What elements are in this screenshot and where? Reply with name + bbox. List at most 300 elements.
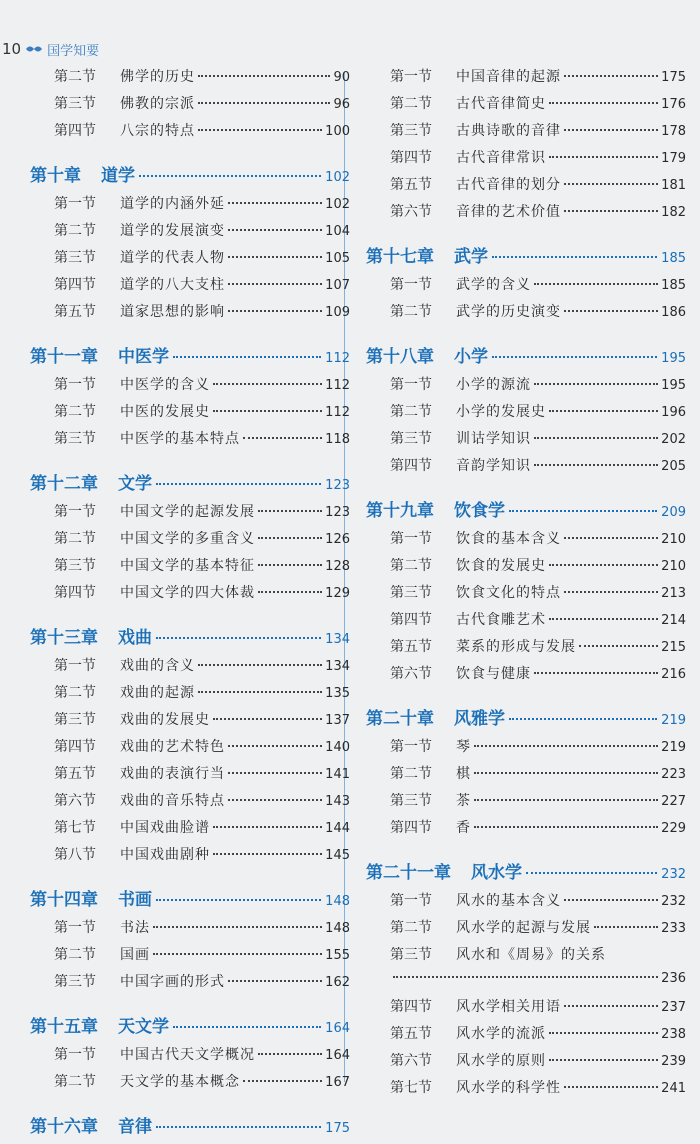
section-entry[interactable] [366, 301, 686, 328]
section-page-number: 128 [325, 559, 350, 574]
dot-leader [564, 129, 658, 131]
section-number: 第五节 [390, 177, 432, 193]
section-number: 第二节 [390, 558, 432, 574]
section-entry[interactable] [366, 147, 686, 174]
section-entry[interactable] [30, 682, 350, 709]
section-page-number: 239 [661, 1054, 686, 1069]
section-entry[interactable] [366, 401, 686, 428]
section-entry[interactable] [30, 582, 350, 609]
section-number: 第三节 [54, 558, 96, 574]
section-title: 道家思想的影响 [120, 304, 225, 320]
section-entry[interactable] [366, 1077, 686, 1104]
section-page-number: 145 [325, 848, 350, 863]
section-entry[interactable] [30, 1044, 350, 1071]
section-title: 饮食文化的特点 [456, 585, 561, 601]
section-page-number: 162 [325, 975, 350, 990]
dot-leader [549, 102, 658, 104]
section-number: 第三节 [390, 123, 432, 139]
section-number: 第一节 [54, 1047, 96, 1063]
dot-leader [228, 283, 322, 285]
section-title: 中国文学的起源发展 [120, 504, 255, 520]
section-number: 第五节 [54, 304, 96, 320]
section-number: 第一节 [390, 69, 432, 85]
section-page-number: 241 [661, 1081, 686, 1096]
section-entry[interactable] [366, 428, 686, 455]
chapter-heading[interactable] [366, 858, 686, 890]
section-title: 戏曲的表演行当 [120, 766, 225, 782]
chapter-page-number: 209 [661, 505, 686, 520]
section-entry[interactable] [366, 917, 686, 944]
section-number: 第三节 [390, 585, 432, 601]
section-number: 第七节 [54, 820, 96, 836]
dot-leader [509, 510, 657, 512]
section-entry[interactable] [366, 66, 686, 93]
dot-leader [153, 953, 322, 955]
section-title: 道学的八大支柱 [120, 277, 225, 293]
chapter-page-number: 123 [325, 478, 350, 493]
section-entry[interactable] [30, 790, 350, 817]
section-page-number: 185 [661, 278, 686, 293]
section-entry[interactable] [366, 455, 686, 482]
page-number: 10 [2, 40, 22, 58]
chapter-heading[interactable] [366, 342, 686, 374]
section-number: 第二节 [54, 531, 96, 547]
chapter-page-number: 219 [661, 713, 686, 728]
section-page-number: 215 [661, 640, 686, 655]
section-title: 武学的历史演变 [456, 304, 561, 320]
chapter-title: 饮食学 [454, 501, 505, 521]
section-number: 第五节 [54, 766, 96, 782]
section-number: 第七节 [390, 1080, 432, 1096]
section-page-number: 137 [325, 713, 350, 728]
dot-leader [213, 826, 322, 828]
section-number: 第二节 [54, 223, 96, 239]
section-title: 中国文学的多重含义 [120, 531, 255, 547]
dot-leader [198, 75, 330, 77]
chapter-heading[interactable] [30, 469, 350, 501]
dot-leader [564, 591, 658, 593]
section-entry[interactable] [366, 374, 686, 401]
section-page-number: 186 [661, 305, 686, 320]
section-number: 第四节 [390, 820, 432, 836]
chapter-page-number: 148 [325, 894, 350, 909]
section-number: 第三节 [390, 947, 432, 963]
section-title: 中医学的含义 [120, 377, 210, 393]
section-title: 饮食与健康 [456, 666, 531, 682]
section-title: 古典诗歌的音律 [456, 123, 561, 139]
chapter-title: 书画 [118, 890, 152, 910]
section-title: 书法 [120, 920, 150, 936]
section-title: 戏曲的起源 [120, 685, 195, 701]
dot-leader [139, 175, 321, 177]
dot-leader [258, 591, 322, 593]
section-entry[interactable] [30, 944, 350, 971]
dot-leader [258, 510, 322, 512]
section-title: 中国文学的基本特征 [120, 558, 255, 574]
dot-leader [228, 799, 322, 801]
chapter-number: 第十一章 [30, 347, 98, 367]
section-number: 第四节 [390, 150, 432, 166]
dot-leader [534, 672, 658, 674]
section-page-number: 90 [333, 70, 350, 85]
section-entry[interactable] [366, 636, 686, 663]
chapter-heading[interactable] [366, 704, 686, 736]
section-page-number: 223 [661, 767, 686, 782]
section-entry[interactable] [30, 817, 350, 844]
section-number: 第三节 [54, 712, 96, 728]
section-page-number: 213 [661, 586, 686, 601]
chapter-heading[interactable] [366, 496, 686, 528]
dot-leader [564, 183, 658, 185]
section-page-number: 144 [325, 821, 350, 836]
section-page-number: 233 [661, 921, 686, 936]
section-entry[interactable] [30, 655, 350, 682]
section-number: 第三节 [54, 974, 96, 990]
chapter-number: 第二十章 [366, 709, 434, 729]
section-entry[interactable] [30, 120, 350, 147]
section-number: 第二节 [54, 69, 96, 85]
chapter-page-number: 102 [325, 170, 350, 185]
section-page-number: 112 [325, 378, 350, 393]
section-entry[interactable] [366, 174, 686, 201]
dot-leader [156, 483, 321, 485]
dot-leader [474, 799, 658, 801]
dot-leader [594, 926, 658, 928]
section-number: 第六节 [390, 666, 432, 682]
section-entry[interactable] [366, 817, 686, 844]
chapter-number: 第十九章 [366, 501, 434, 521]
section-title: 古代音律常识 [456, 150, 546, 166]
dot-leader [156, 637, 321, 639]
dot-leader [564, 310, 658, 312]
dot-leader [549, 156, 658, 158]
chapter-page-number: 232 [661, 867, 686, 882]
section-number: 第二节 [390, 404, 432, 420]
section-page-number: 232 [661, 894, 686, 909]
section-page-number: 118 [325, 432, 350, 447]
chapter-heading[interactable] [30, 1112, 350, 1144]
chapter-title: 音律 [118, 1117, 152, 1137]
chapter-number: 第十五章 [30, 1017, 98, 1037]
section-entry[interactable] [30, 247, 350, 274]
section-title: 武学的含义 [456, 277, 531, 293]
dot-leader [509, 718, 657, 720]
section-entry[interactable] [30, 301, 350, 328]
dot-leader [228, 745, 322, 747]
section-entry[interactable] [366, 120, 686, 147]
section-page-number: 167 [325, 1075, 350, 1090]
section-title: 饮食的基本含义 [456, 531, 561, 547]
chapter-number: 第十二章 [30, 474, 98, 494]
section-title: 国画 [120, 947, 150, 963]
section-page-number: 126 [325, 532, 350, 547]
section-number: 第四节 [54, 585, 96, 601]
dot-leader [173, 356, 321, 358]
section-entry[interactable] [366, 274, 686, 301]
chapter-title: 文学 [118, 474, 152, 494]
chapter-number: 第十四章 [30, 890, 98, 910]
section-number: 第三节 [390, 431, 432, 447]
dot-leader [213, 718, 322, 720]
section-page-number: 155 [325, 948, 350, 963]
section-number: 第一节 [390, 739, 432, 755]
dot-leader [549, 618, 658, 620]
section-entry[interactable] [30, 763, 350, 790]
section-number: 第二节 [54, 1074, 96, 1090]
section-line-continued [390, 971, 686, 996]
section-page-number: 135 [325, 686, 350, 701]
chapter-number: 第十八章 [366, 347, 434, 367]
dot-leader [534, 464, 658, 466]
dot-leader [564, 1005, 658, 1007]
section-entry[interactable] [30, 66, 350, 93]
section-page-number: 129 [325, 586, 350, 601]
section-entry[interactable] [366, 528, 686, 555]
dot-leader [228, 310, 322, 312]
section-entry[interactable] [366, 555, 686, 582]
dot-leader [228, 256, 322, 258]
section-page-number: 237 [661, 1000, 686, 1015]
section-title: 风水学的起源与发展 [456, 920, 591, 936]
dot-leader [228, 772, 322, 774]
section-title: 中国字画的形式 [120, 974, 225, 990]
book-logo-icon [25, 43, 43, 55]
section-number: 第一节 [54, 920, 96, 936]
chapter-heading[interactable] [30, 885, 350, 917]
section-title: 中医学的基本特点 [120, 431, 240, 447]
chapter-number: 第十七章 [366, 247, 434, 267]
section-title: 八宗的特点 [120, 123, 195, 139]
section-entry[interactable] [30, 844, 350, 871]
section-number: 第二节 [390, 96, 432, 112]
section-page-number: 196 [661, 405, 686, 420]
section-title: 戏曲的艺术特色 [120, 739, 225, 755]
section-entry[interactable] [30, 917, 350, 944]
chapter-title: 风雅学 [454, 709, 505, 729]
chapter-heading[interactable] [30, 623, 350, 655]
section-title: 小学的发展史 [456, 404, 546, 420]
section-title: 音韵学知识 [456, 458, 531, 474]
section-title: 音律的艺术价值 [456, 204, 561, 220]
chapter-page-number: 134 [325, 632, 350, 647]
section-entry[interactable] [30, 428, 350, 455]
section-title: 道学的代表人物 [120, 250, 225, 266]
section-title: 古代食雕艺术 [456, 612, 546, 628]
section-entry[interactable] [366, 763, 686, 790]
chapter-number: 第十六章 [30, 1117, 98, 1137]
dot-leader [492, 256, 657, 258]
section-number: 第八节 [54, 847, 96, 863]
section-title: 茶 [456, 793, 471, 809]
section-entry[interactable] [366, 609, 686, 636]
chapter-page-number: 195 [661, 351, 686, 366]
section-entry[interactable] [366, 736, 686, 763]
section-page-number: 176 [661, 97, 686, 112]
chapter-heading[interactable] [30, 1012, 350, 1044]
section-page-number: 210 [661, 559, 686, 574]
section-entry[interactable] [30, 1071, 350, 1098]
section-page-number: 100 [325, 124, 350, 139]
section-entry[interactable] [366, 1023, 686, 1050]
section-entry[interactable] [366, 93, 686, 120]
chapter-heading[interactable] [30, 342, 350, 374]
section-entry[interactable] [30, 374, 350, 401]
chapter-title: 戏曲 [118, 628, 152, 648]
section-number: 第二节 [390, 304, 432, 320]
section-title: 中国文学的四大体裁 [120, 585, 255, 601]
section-page-number: 214 [661, 613, 686, 628]
section-title: 中国戏曲脸谱 [120, 820, 210, 836]
chapter-heading[interactable] [366, 242, 686, 274]
section-title: 古代音律的划分 [456, 177, 561, 193]
section-title: 戏曲的发展史 [120, 712, 210, 728]
section-title: 道学的发展演变 [120, 223, 225, 239]
dot-leader [526, 872, 657, 874]
dot-leader [258, 537, 322, 539]
dot-leader [213, 853, 322, 855]
section-page-number: 216 [661, 667, 686, 682]
chapter-page-number: 164 [325, 1021, 350, 1036]
section-title: 风水的基本含义 [456, 893, 561, 909]
section-number: 第四节 [390, 612, 432, 628]
section-number: 第二节 [54, 404, 96, 420]
book-title: 国学知要 [47, 43, 100, 59]
dot-leader [198, 102, 330, 104]
dot-leader [393, 976, 658, 978]
section-entry[interactable] [30, 220, 350, 247]
section-page-number: 182 [661, 205, 686, 220]
dot-leader [243, 437, 322, 439]
section-page-number: 202 [661, 432, 686, 447]
chapter-title: 天文学 [118, 1017, 169, 1037]
dot-leader [579, 645, 658, 647]
dot-leader [156, 1126, 321, 1128]
section-number: 第一节 [390, 531, 432, 547]
section-entry[interactable] [30, 401, 350, 428]
section-title: 中国古代天文学概况 [120, 1047, 255, 1063]
section-page-number: 140 [325, 740, 350, 755]
chapter-page-number: 185 [661, 251, 686, 266]
section-page-number: 179 [661, 151, 686, 166]
page-header [0, 38, 99, 60]
chapter-title: 小学 [454, 347, 488, 367]
section-entry[interactable] [30, 193, 350, 220]
section-entry[interactable] [30, 528, 350, 555]
section-title: 道学的内涵外延 [120, 196, 225, 212]
chapter-title: 中医学 [118, 347, 169, 367]
dot-leader [549, 410, 658, 412]
section-title: 风水学的流派 [456, 1026, 546, 1042]
section-page-number: 104 [325, 224, 350, 239]
chapter-number: 第十三章 [30, 628, 98, 648]
section-entry[interactable] [366, 663, 686, 690]
section-number: 第一节 [54, 377, 96, 393]
dot-leader [228, 202, 322, 204]
section-title: 戏曲的音乐特点 [120, 793, 225, 809]
section-page-number: 219 [661, 740, 686, 755]
dot-leader [534, 283, 658, 285]
chapter-title: 道学 [101, 166, 135, 186]
section-number: 第六节 [390, 204, 432, 220]
dot-leader [243, 1080, 322, 1082]
section-title: 戏曲的含义 [120, 658, 195, 674]
chapter-page-number: 112 [325, 351, 350, 366]
section-entry[interactable] [366, 582, 686, 609]
section-page-number: 210 [661, 532, 686, 547]
section-number: 第四节 [54, 739, 96, 755]
toc-left-column [30, 66, 350, 1144]
chapter-heading[interactable] [30, 161, 350, 193]
dot-leader [474, 772, 658, 774]
section-number: 第三节 [54, 431, 96, 447]
section-entry[interactable] [366, 201, 686, 228]
section-number: 第四节 [390, 999, 432, 1015]
section-page-number: 227 [661, 794, 686, 809]
section-number: 第四节 [390, 458, 432, 474]
dot-leader [228, 229, 322, 231]
section-number: 第二节 [54, 685, 96, 701]
chapter-title: 武学 [454, 247, 488, 267]
section-entry[interactable] [30, 501, 350, 528]
dot-leader [173, 1026, 321, 1028]
section-entry[interactable] [30, 709, 350, 736]
section-number: 第三节 [390, 793, 432, 809]
section-page-number: 141 [325, 767, 350, 782]
section-entry[interactable] [366, 996, 686, 1023]
section-page-number: 102 [325, 197, 350, 212]
section-title: 风水学相关用语 [456, 999, 561, 1015]
section-entry[interactable] [30, 736, 350, 763]
dot-leader [198, 691, 322, 693]
section-number: 第六节 [390, 1053, 432, 1069]
section-entry[interactable] [30, 555, 350, 582]
dot-leader [198, 664, 322, 666]
dot-leader [564, 210, 658, 212]
dot-leader [564, 1086, 658, 1088]
dot-leader [564, 899, 658, 901]
section-entry[interactable] [366, 890, 686, 917]
section-line [390, 944, 606, 971]
section-page-number: 236 [661, 971, 686, 986]
dot-leader [492, 356, 657, 358]
section-page-number: 148 [325, 921, 350, 936]
section-page-number: 238 [661, 1027, 686, 1042]
dot-leader [534, 383, 658, 385]
section-number: 第一节 [54, 504, 96, 520]
section-title: 天文学的基本概念 [120, 1074, 240, 1090]
section-page-number: 229 [661, 821, 686, 836]
section-entry[interactable] [30, 274, 350, 301]
section-number: 第六节 [54, 793, 96, 809]
section-page-number: 178 [661, 124, 686, 139]
chapter-number: 第十章 [30, 166, 81, 186]
section-page-number: 105 [325, 251, 350, 266]
section-entry[interactable] [30, 93, 350, 120]
chapter-title: 风水学 [471, 863, 522, 883]
section-entry[interactable] [366, 790, 686, 817]
section-number: 第一节 [390, 377, 432, 393]
section-page-number: 109 [325, 305, 350, 320]
section-title: 风水和《周易》的关系 [456, 947, 606, 963]
section-entry[interactable] [30, 971, 350, 998]
section-title: 中国戏曲剧种 [120, 847, 210, 863]
section-title: 菜系的形成与发展 [456, 639, 576, 655]
section-entry[interactable] [366, 1050, 686, 1077]
chapter-page-number: 175 [325, 1121, 350, 1136]
section-page-number: 205 [661, 459, 686, 474]
section-entry[interactable] [366, 944, 686, 996]
section-title: 琴 [456, 739, 471, 755]
